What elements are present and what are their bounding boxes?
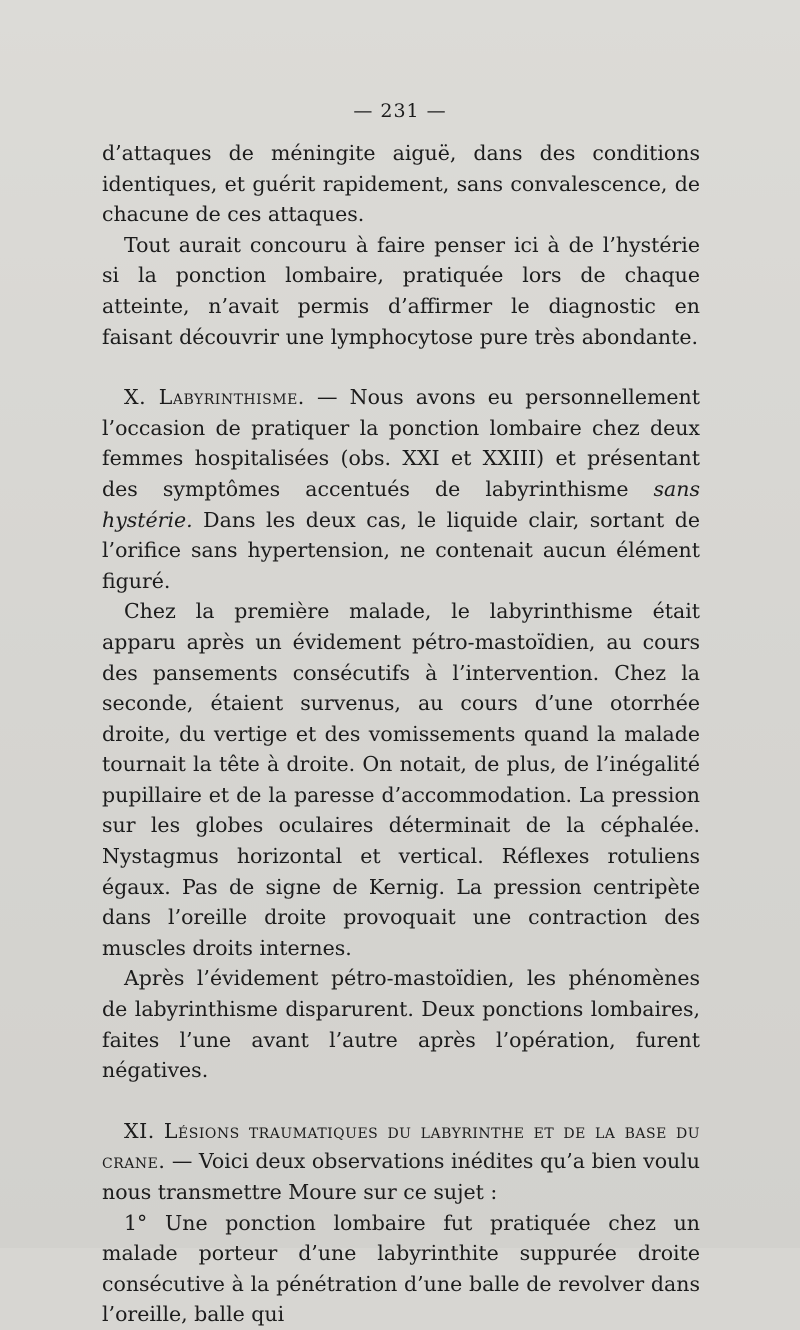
paragraph-7: 1° Une ponction lombaire fut pratiquée chez un malade porteur d’une labyrinthite suppurée droite consécutive à la pénétration d’une balle de revolver dans l’oreille, balle qui [102, 1210, 700, 1327]
section-labyrinthisme [102, 382, 700, 596]
paragraph-3-text-end: Dans les deux cas, le liquide clair, sortant de l’orifice sans hypertension, ne contenait aucun élément figuré. [102, 507, 700, 593]
paragraph-5: Après l’évidement pétro-mastoïdien, les phénomènes de labyrinthisme disparurent. Deux ponctions lombaires, faites l’une avant l’autre après l’opération, furent négatives. [102, 966, 700, 1083]
paragraph-1: d’attaques de méningite aiguë, dans des conditions identiques, et guérit rapidement, sans convalescence, de chacune de ces attaques. [102, 141, 700, 227]
section-lesions [102, 1116, 700, 1208]
body-text [102, 138, 700, 1330]
paragraph-3-emphasis: sans hystérie. [102, 476, 700, 532]
paragraph-6-text: — Voici deux observations inédites qu’a bien voulu nous transmettre Moure sur ce sujet : [102, 1149, 700, 1204]
page-number: — 231 — [353, 100, 447, 122]
paragraph-3-text: — Nous avons eu personnellement l’occasion de pratiquer la ponction lombaire chez deux femmes hospitalisées (obs. XXI et XXIII) et présentant des symptômes accentués de labyrinthisme [102, 385, 700, 501]
paragraph-4: Chez la première malade, le labyrinthisme était apparu après un évidement pétro-mastoïdien, au cours des pansements consécutifs à l’intervention. Chez la seconde, étaient survenus, au cours d’une otorrhée droite, du vertige et des vomissements quand la malade tournait la tête à droite. On notait, de plus, de l’inégalité pupillaire et de la paresse d’accommodation. La pression sur les globes oculaires déterminait de la céphalée. Nystagmus horizontal et vertical. Réflexes rotuliens égaux. Pas de signe de Kernig. La pression centripète dans l’oreille droite provoquait une contraction des muscles droits internes. [102, 599, 700, 960]
paragraph-2: Tout aurait concouru à faire penser ici à de l’hystérie si la ponction lombaire, pratiquée lors de chaque atteinte, n’avait permis d’affirmer le diagnostic en faisant découvrir une lymphocytose pure très abondante. [102, 232, 700, 349]
section-heading-labyrinthisme: X. Labyrinthisme. [124, 385, 305, 410]
section-heading-lesions: XI. Lésions traumatiques du labyrinthe et de la base du crane. [102, 1118, 700, 1174]
